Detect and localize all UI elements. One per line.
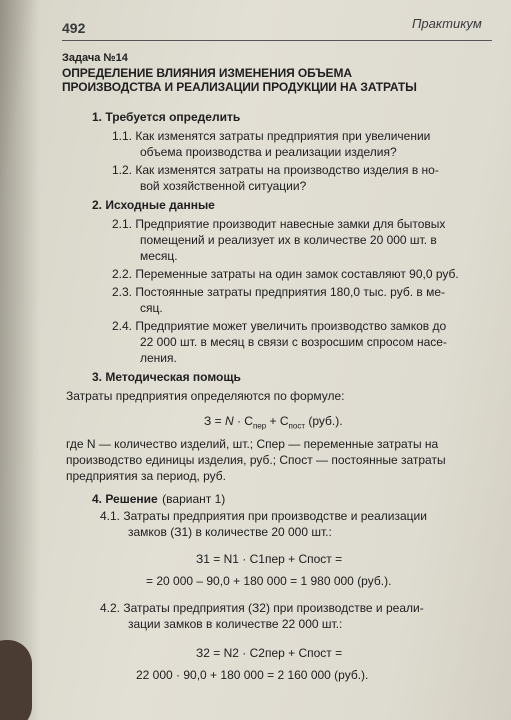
item-2-1-line1: 2.1. Предприятие производит навесные замки для бытовых (112, 217, 446, 231)
section1-heading: 1. Требуется определить (92, 110, 241, 124)
formula-mid: · С (233, 414, 253, 428)
section4-heading-row (92, 490, 225, 508)
section4-variant: (вариант 1) (162, 492, 226, 506)
formula-tail: (руб.). (304, 414, 343, 428)
section3-heading: 3. Методическая помощь (92, 370, 241, 384)
formula-z2: З2 = N2 · С2пер + Спост = (196, 646, 343, 660)
formula-z1: З1 = N1 · С1пер + Спост = (196, 552, 343, 566)
item-2-3-line2: сяц. (140, 301, 163, 315)
formula-z1-result: = 20 000 – 90,0 + 180 000 = 1 980 000 (руб.). (146, 574, 392, 588)
formula-plus: + С (266, 414, 289, 428)
item-2-4-line1: 2.4. Предприятие может увеличить производство замков до (112, 319, 447, 333)
item-1-2-line1: 1.2. Как изменятся затраты на производство изделия в но- (112, 163, 439, 177)
task-title-line1: ОПРЕДЕЛЕНИЕ ВЛИЯНИЯ ИЗМЕНЕНИЯ ОБЪЕМА (62, 66, 352, 80)
where-line1: где N — количество изделий, шт.; Спер — переменные затраты на (66, 437, 439, 451)
task-number: Задача №14 (62, 52, 128, 64)
item-1-1-line2: объема производства и реализации изделия? (140, 145, 397, 159)
thumb (0, 640, 32, 720)
item-2-1-line3: месяц. (140, 249, 178, 263)
section2-heading: 2. Исходные данные (92, 198, 215, 212)
running-head: Практикум (412, 16, 482, 31)
formula-sub-fixed: пост (288, 421, 305, 431)
item-2-1-line2: помещений и реализует их в количестве 20 000 шт. в (140, 233, 437, 247)
item-2-4-line2: 22 000 шт. в месяц в связи с возросшим спросом насе- (140, 335, 447, 349)
page-shadow (0, 0, 40, 720)
item-2-4-line3: ления. (140, 351, 177, 365)
item-4-1-line2: замков (З1) в количестве 20 000 шт.: (128, 525, 332, 539)
item-4-2-line1: 4.2. Затраты предприятия (З2) при производстве и реали- (100, 601, 424, 615)
cost-formula (204, 414, 343, 430)
task-title-line2: ПРОИЗВОДСТВА И РЕАЛИЗАЦИИ ПРОДУКЦИИ НА ЗАТРАТЫ (62, 80, 417, 94)
section4-heading: 4. Решение (92, 492, 158, 506)
where-line2: производство единицы изделия, руб.; Спост — постоянные затраты (66, 453, 446, 467)
formula-n: N (224, 414, 234, 428)
item-2-3-line1: 2.3. Постоянные затраты предприятия 180,0 тыс. руб. в ме- (112, 285, 445, 299)
method-intro: Затраты предприятия определяются по формуле: (66, 389, 345, 403)
item-2-2: 2.2. Переменные затраты на один замок составляют 90,0 руб. (112, 267, 459, 281)
where-line3: предприятия за период, руб. (66, 469, 227, 483)
formula-sub-var: пер (252, 421, 267, 431)
header-rule (62, 40, 492, 41)
item-4-2-line2: зации замков в количестве 22 000 шт.: (128, 617, 343, 631)
item-1-2-line2: вой хозяйственной ситуации? (140, 179, 307, 193)
formula-z2-result: 22 000 · 90,0 + 180 000 = 2 160 000 (руб.). (136, 668, 369, 682)
page-number: 492 (62, 20, 86, 36)
item-1-1-line1: 1.1. Как изменятся затраты предприятия при увеличении (112, 129, 431, 143)
item-4-1-line1: 4.1. Затраты предприятия при производстве и реализации (100, 509, 427, 523)
formula-lhs: З = (204, 414, 225, 428)
